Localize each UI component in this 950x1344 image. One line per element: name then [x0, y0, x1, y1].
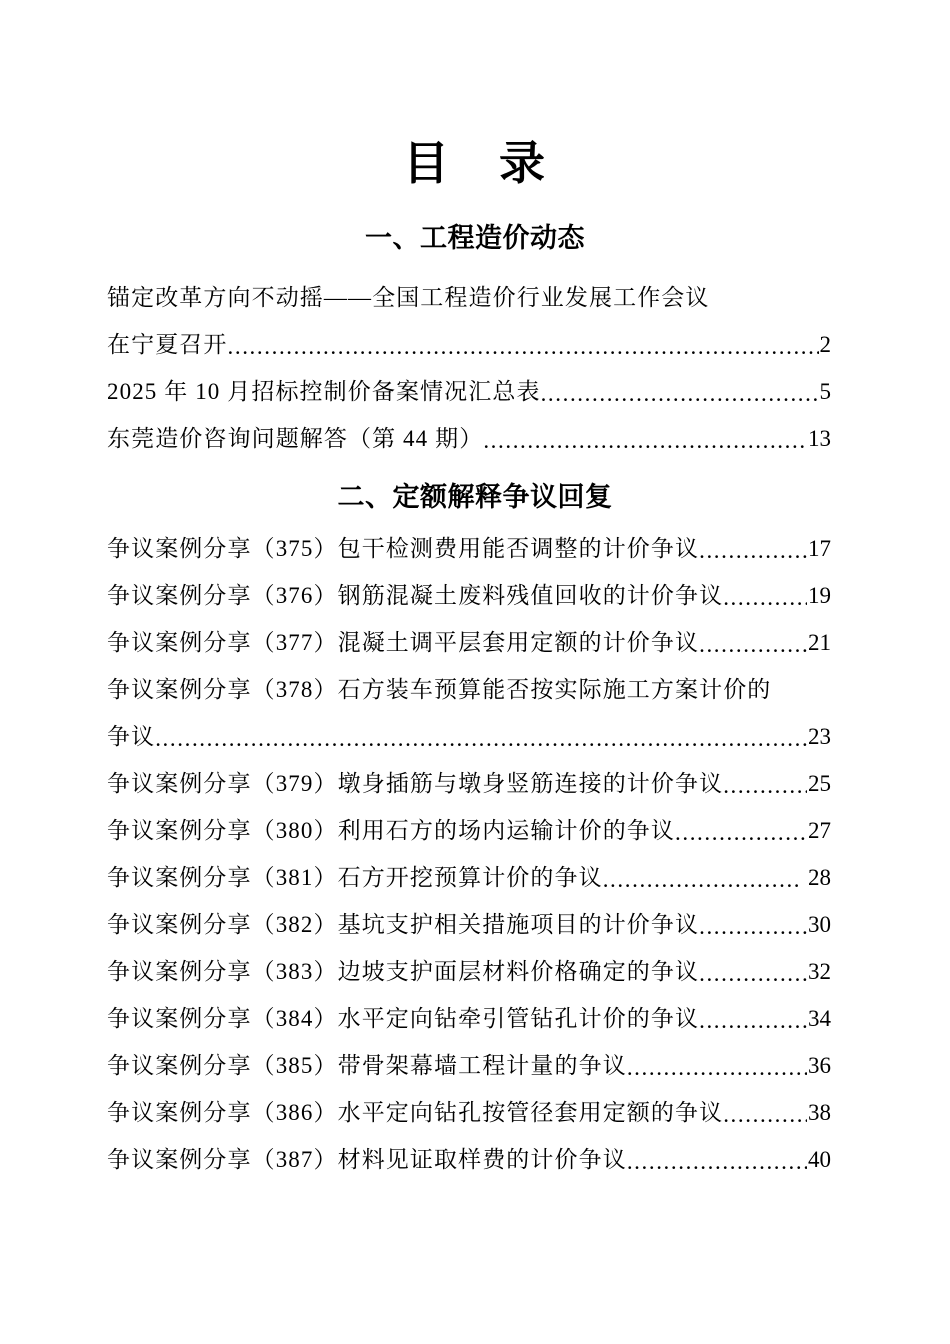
- toc-page-number: 25: [808, 771, 831, 796]
- toc-entry[interactable]: [107, 1136, 831, 1183]
- toc-entry-title: 争议案例分享（381）石方开挖预算计价的争议: [107, 865, 603, 890]
- toc-dot-leader: [483, 439, 807, 462]
- toc-page-number: 27: [808, 818, 831, 843]
- toc-entry[interactable]: [107, 1042, 831, 1089]
- toc-entry-title: 争议案例分享（377）混凝土调平层套用定额的计价争议: [107, 630, 700, 655]
- toc-dot-leader: [699, 972, 807, 995]
- toc-entry-title: 争议案例分享（378）石方装车预算能否按实际施工方案计价的: [107, 677, 772, 702]
- toc-entry[interactable]: [107, 274, 831, 321]
- toc-entry-title: 争议案例分享（384）水平定向钻牵引管钻孔计价的争议: [107, 1006, 700, 1031]
- toc-dot-leader: [155, 737, 807, 760]
- toc-dot-leader: [699, 1019, 807, 1042]
- toc-entry-title: 争议案例分享（386）水平定向钻孔按管径套用定额的争议: [107, 1100, 724, 1125]
- toc-dot-leader: [627, 1160, 807, 1183]
- toc-dot-leader: [627, 1066, 807, 1089]
- toc-dot-leader: [541, 392, 819, 415]
- toc-entry-title: 2025 年 10 月招标控制价备案情况汇总表: [107, 379, 541, 404]
- toc-entry[interactable]: [107, 368, 831, 415]
- toc-entry[interactable]: [107, 995, 831, 1042]
- toc-dot-leader: [603, 878, 801, 901]
- toc-page-number: 40: [808, 1147, 831, 1172]
- toc-entry[interactable]: [107, 619, 831, 666]
- toc-entry[interactable]: [107, 948, 831, 995]
- toc-entry[interactable]: [107, 572, 831, 619]
- toc-entry[interactable]: [107, 321, 831, 368]
- toc-dot-leader: [723, 1113, 807, 1136]
- toc-entry[interactable]: [107, 666, 831, 713]
- toc-entry-title: 东莞造价咨询问题解答（第 44 期）: [107, 426, 484, 451]
- toc-page-number: 36: [808, 1053, 831, 1078]
- toc-section-2: [107, 525, 831, 1183]
- toc-page-number: 5: [819, 379, 831, 404]
- toc-page-number: 17: [808, 536, 831, 561]
- toc-page-number: 21: [808, 630, 831, 655]
- toc-page-number: 28: [808, 865, 831, 890]
- toc-entry[interactable]: [107, 901, 831, 948]
- toc-entry-title: 锚定改革方向不动摇——全国工程造价行业发展工作会议: [107, 285, 710, 310]
- toc-entry-title: 在宁夏召开: [107, 332, 228, 357]
- toc-entry-title: 争议案例分享（387）材料见证取样费的计价争议: [107, 1147, 627, 1172]
- toc-entry[interactable]: [107, 854, 831, 901]
- toc-entry-title: 争议案例分享（385）带骨架幕墙工程计量的争议: [107, 1053, 627, 1078]
- section-heading-1: 一、工程造价动态: [365, 223, 585, 254]
- toc-page-number: 30: [808, 912, 831, 937]
- toc-page-number: 34: [808, 1006, 831, 1031]
- toc-entry-title: 争议: [107, 724, 156, 749]
- toc-page-number: 38: [808, 1100, 831, 1125]
- toc-dot-leader: [675, 831, 807, 854]
- toc-dot-leader: [228, 345, 819, 368]
- toc-entry-title: 争议案例分享（375）包干检测费用能否调整的计价争议: [107, 536, 700, 561]
- toc-entry[interactable]: [107, 713, 831, 760]
- toc-entry-title: 争议案例分享（379）墩身插筋与墩身竖筋连接的计价争议: [107, 771, 724, 796]
- toc-entry-title: 争议案例分享（376）钢筋混凝土废料残值回收的计价争议: [107, 583, 724, 608]
- toc-entry[interactable]: [107, 415, 831, 462]
- toc-entry-title: 争议案例分享（380）利用石方的场内运输计价的争议: [107, 818, 675, 843]
- toc-page-number: 32: [808, 959, 831, 984]
- toc-page-number: 19: [808, 583, 831, 608]
- toc-entry[interactable]: [107, 1089, 831, 1136]
- toc-section-1: [107, 274, 831, 462]
- toc-page-number: 2: [819, 332, 831, 357]
- toc-dot-leader: [699, 925, 807, 948]
- toc-entry-title: 争议案例分享（383）边坡支护面层材料价格确定的争议: [107, 959, 700, 984]
- toc-entry[interactable]: [107, 525, 831, 572]
- section-heading-2: 二、定额解释争议回复: [337, 482, 613, 513]
- toc-dot-leader: [699, 643, 807, 666]
- toc-entry-title: 争议案例分享（382）基坑支护相关措施项目的计价争议: [107, 912, 700, 937]
- page-title: 目 录: [403, 138, 547, 189]
- toc-page-number: 23: [808, 724, 831, 749]
- toc-dot-leader: [723, 596, 807, 619]
- toc-entry[interactable]: [107, 760, 831, 807]
- toc-dot-leader: [699, 549, 807, 572]
- toc-dot-leader: [723, 784, 807, 807]
- toc-page-number: 13: [808, 426, 831, 451]
- toc-entry[interactable]: [107, 807, 831, 854]
